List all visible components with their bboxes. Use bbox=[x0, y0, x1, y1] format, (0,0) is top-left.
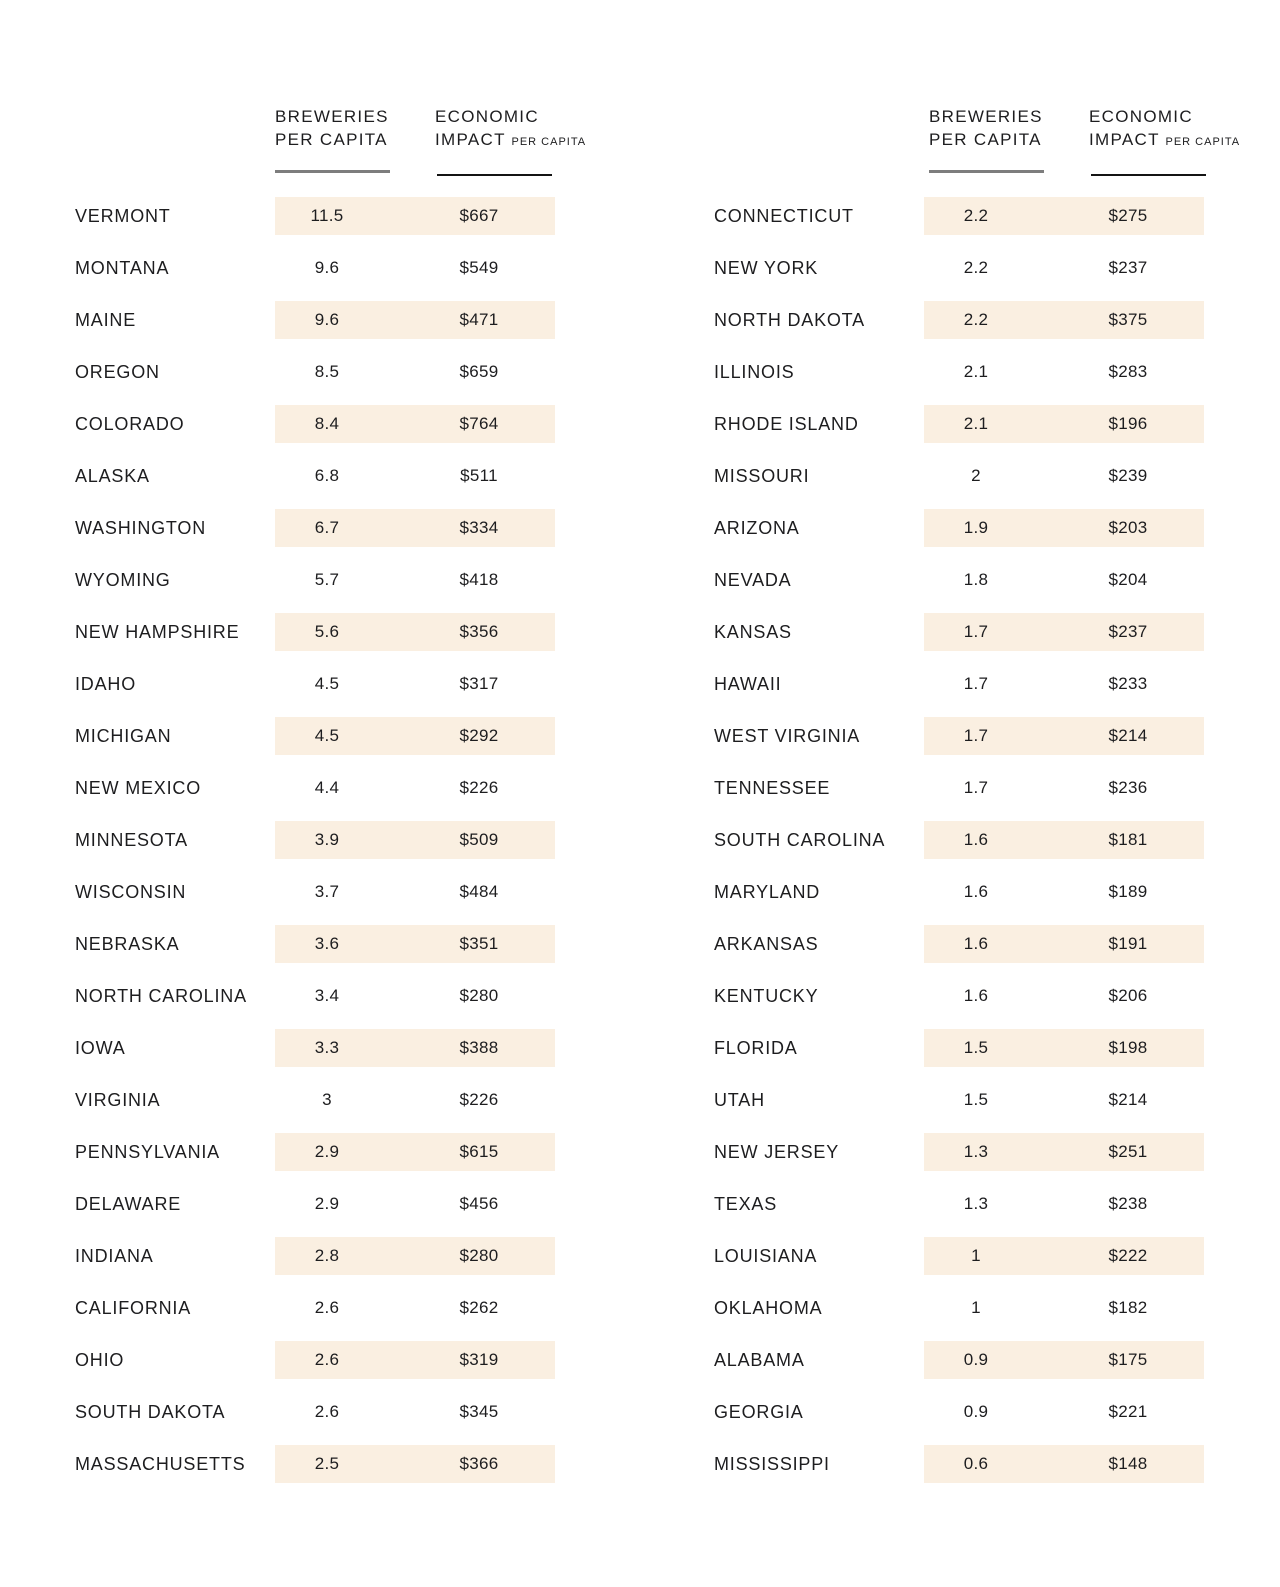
state-name: IDAHO bbox=[75, 673, 137, 694]
impact-header-suffix: PER CAPITA bbox=[511, 136, 587, 148]
breweries-per-capita-value: 8.5 bbox=[314, 362, 340, 381]
table-row bbox=[75, 561, 565, 599]
table-row bbox=[75, 509, 565, 547]
table-row bbox=[75, 769, 565, 807]
table-row bbox=[714, 821, 1204, 859]
breweries-per-capita-value: 2.2 bbox=[963, 206, 989, 225]
value-band bbox=[275, 1393, 555, 1431]
state-name: PENNSYLVANIA bbox=[75, 1141, 220, 1162]
value-band bbox=[924, 1185, 1204, 1223]
breweries-per-capita-value: 3.9 bbox=[314, 830, 340, 849]
breweries-per-capita-value: 1.3 bbox=[963, 1142, 989, 1161]
value-band bbox=[275, 1081, 555, 1119]
state-name: UTAH bbox=[714, 1089, 765, 1110]
table-row bbox=[75, 405, 565, 443]
breweries-per-capita-value: 1.6 bbox=[963, 934, 989, 953]
breweries-header-line2: PER CAPITA bbox=[929, 130, 1042, 149]
value-band bbox=[275, 405, 555, 443]
value-band bbox=[275, 873, 555, 911]
table-row bbox=[714, 1237, 1204, 1275]
breweries-per-capita-value: 2.1 bbox=[963, 362, 989, 381]
breweries-per-capita-value: 1.6 bbox=[963, 882, 989, 901]
breweries-header-rule bbox=[929, 170, 1044, 173]
value-band bbox=[924, 1133, 1204, 1171]
economic-impact-value: $262 bbox=[459, 1298, 499, 1317]
table-row bbox=[75, 353, 565, 391]
economic-impact-value: $511 bbox=[460, 466, 498, 485]
state-name: ALABAMA bbox=[714, 1349, 805, 1370]
breweries-column-header bbox=[275, 105, 403, 176]
breweries-per-capita-value: 2.6 bbox=[314, 1350, 340, 1369]
breweries-per-capita-value: 1 bbox=[971, 1246, 981, 1265]
economic-impact-value: $214 bbox=[1108, 726, 1148, 745]
state-name: MISSOURI bbox=[714, 465, 810, 486]
value-band bbox=[275, 1237, 555, 1275]
state-name: NEW MEXICO bbox=[75, 777, 202, 798]
value-band bbox=[924, 1237, 1204, 1275]
table-row bbox=[714, 1133, 1204, 1171]
table-row bbox=[75, 301, 565, 339]
breweries-per-capita-value: 0.9 bbox=[963, 1402, 989, 1421]
economic-impact-value: $345 bbox=[459, 1402, 499, 1421]
breweries-header-line1: BREWERIES bbox=[275, 107, 389, 126]
state-name: CONNECTICUT bbox=[714, 205, 854, 226]
state-name: LOUISIANA bbox=[714, 1245, 818, 1266]
impact-header-line2: IMPACT PER CAPITA bbox=[1089, 130, 1241, 149]
economic-impact-value: $233 bbox=[1108, 674, 1148, 693]
table-row bbox=[714, 249, 1204, 287]
state-name: NEW JERSEY bbox=[714, 1141, 840, 1162]
breweries-per-capita-value: 2.9 bbox=[314, 1194, 340, 1213]
breweries-per-capita-value: 3.7 bbox=[314, 882, 340, 901]
economic-impact-value: $292 bbox=[459, 726, 499, 745]
economic-impact-value: $280 bbox=[459, 986, 499, 1005]
state-name: OHIO bbox=[75, 1349, 125, 1370]
economic-impact-value: $198 bbox=[1108, 1038, 1148, 1057]
table-row bbox=[75, 1133, 565, 1171]
value-band bbox=[924, 717, 1204, 755]
value-band bbox=[924, 613, 1204, 651]
breweries-per-capita-value: 2.1 bbox=[963, 414, 989, 433]
breweries-per-capita-value: 2.5 bbox=[314, 1454, 340, 1473]
value-band bbox=[275, 561, 555, 599]
value-band bbox=[924, 769, 1204, 807]
state-name: NORTH CAROLINA bbox=[75, 985, 247, 1006]
economic-impact-value: $375 bbox=[1108, 310, 1148, 329]
economic-impact-value: $238 bbox=[1108, 1194, 1148, 1213]
value-band bbox=[924, 405, 1204, 443]
state-name: COLORADO bbox=[75, 413, 185, 434]
state-name: TEXAS bbox=[714, 1193, 778, 1214]
state-name: ILLINOIS bbox=[714, 361, 795, 382]
breweries-per-capita-value: 2 bbox=[971, 466, 981, 485]
state-name: WYOMING bbox=[75, 569, 171, 590]
table-row bbox=[75, 977, 565, 1015]
economic-impact-value: $182 bbox=[1108, 1298, 1148, 1317]
table-row bbox=[714, 457, 1204, 495]
economic-impact-value: $549 bbox=[459, 258, 499, 277]
state-name: DELAWARE bbox=[75, 1193, 182, 1214]
economic-impact-value: $319 bbox=[459, 1350, 499, 1369]
breweries-header-line1: BREWERIES bbox=[929, 107, 1043, 126]
value-band bbox=[924, 301, 1204, 339]
economic-impact-value: $191 bbox=[1108, 934, 1148, 953]
value-band bbox=[275, 509, 555, 547]
state-name: VIRGINIA bbox=[75, 1089, 161, 1110]
value-band bbox=[275, 977, 555, 1015]
table-row bbox=[714, 1081, 1204, 1119]
value-band bbox=[924, 1029, 1204, 1067]
state-name: KANSAS bbox=[714, 621, 792, 642]
economic-impact-value: $203 bbox=[1108, 518, 1148, 537]
economic-impact-value: $275 bbox=[1108, 206, 1148, 225]
economic-impact-value: $196 bbox=[1108, 414, 1148, 433]
state-name: MONTANA bbox=[75, 257, 170, 278]
economic-impact-value: $615 bbox=[459, 1142, 499, 1161]
state-name: OREGON bbox=[75, 361, 160, 382]
economic-impact-value: $251 bbox=[1108, 1142, 1148, 1161]
value-band bbox=[924, 249, 1204, 287]
value-band bbox=[924, 1445, 1204, 1483]
table-row bbox=[714, 1289, 1204, 1327]
economic-impact-value: $388 bbox=[459, 1038, 499, 1057]
table-row bbox=[75, 1289, 565, 1327]
state-name: IOWA bbox=[75, 1037, 126, 1058]
economic-impact-value: $237 bbox=[1108, 258, 1148, 277]
impact-header-line1: ECONOMIC bbox=[435, 107, 539, 126]
breweries-column-header bbox=[929, 105, 1057, 176]
state-name: MASSACHUSETTS bbox=[75, 1453, 246, 1474]
table-row bbox=[75, 873, 565, 911]
economic-impact-value: $181 bbox=[1108, 830, 1148, 849]
economic-impact-value: $236 bbox=[1108, 778, 1148, 797]
breweries-per-capita-value: 0.6 bbox=[963, 1454, 989, 1473]
value-band bbox=[275, 769, 555, 807]
breweries-header-line2: PER CAPITA bbox=[275, 130, 388, 149]
table-row bbox=[714, 353, 1204, 391]
state-name: FLORIDA bbox=[714, 1037, 798, 1058]
state-name: NEBRASKA bbox=[75, 933, 180, 954]
table-row bbox=[714, 197, 1204, 235]
value-band bbox=[275, 665, 555, 703]
state-name: OKLAHOMA bbox=[714, 1297, 823, 1318]
economic-impact-value: $418 bbox=[459, 570, 499, 589]
breweries-per-capita-value: 2.6 bbox=[314, 1402, 340, 1421]
breweries-per-capita-value: 4.5 bbox=[314, 726, 340, 745]
economic-impact-value: $280 bbox=[459, 1246, 499, 1265]
state-name: CALIFORNIA bbox=[75, 1297, 192, 1318]
breweries-per-capita-value: 1.6 bbox=[963, 986, 989, 1005]
breweries-per-capita-value: 1.6 bbox=[963, 830, 989, 849]
value-band bbox=[275, 197, 555, 235]
breweries-per-capita-value: 9.6 bbox=[314, 310, 340, 329]
table-row bbox=[714, 561, 1204, 599]
economic-impact-value: $239 bbox=[1108, 466, 1148, 485]
breweries-per-capita-value: 0.9 bbox=[963, 1350, 989, 1369]
value-band bbox=[924, 1081, 1204, 1119]
value-band bbox=[924, 821, 1204, 859]
breweries-per-capita-value: 1 bbox=[971, 1298, 981, 1317]
state-name: MARYLAND bbox=[714, 881, 821, 902]
breweries-per-capita-value: 5.6 bbox=[314, 622, 340, 641]
table-row bbox=[75, 925, 565, 963]
table-row bbox=[714, 1445, 1204, 1483]
table-row bbox=[75, 457, 565, 495]
state-name: GEORGIA bbox=[714, 1401, 804, 1422]
table-row bbox=[714, 405, 1204, 443]
breweries-per-capita-value: 3 bbox=[322, 1090, 332, 1109]
state-table-right bbox=[714, 105, 1241, 1497]
breweries-per-capita-value: 1.5 bbox=[963, 1038, 989, 1057]
table-row bbox=[75, 1445, 565, 1483]
economic-impact-value: $204 bbox=[1108, 570, 1148, 589]
breweries-per-capita-value: 1.7 bbox=[963, 674, 989, 693]
table-row bbox=[714, 1393, 1204, 1431]
value-band bbox=[924, 1341, 1204, 1379]
table-row bbox=[75, 1185, 565, 1223]
breweries-per-capita-value: 5.7 bbox=[314, 570, 340, 589]
state-name: HAWAII bbox=[714, 673, 782, 694]
table-row bbox=[75, 717, 565, 755]
economic-impact-value: $189 bbox=[1108, 882, 1148, 901]
breweries-per-capita-value: 1.3 bbox=[963, 1194, 989, 1213]
economic-impact-value: $214 bbox=[1108, 1090, 1148, 1109]
state-name: TENNESSEE bbox=[714, 777, 831, 798]
value-band bbox=[275, 1445, 555, 1483]
table-rows-left bbox=[75, 197, 565, 1483]
breweries-per-capita-value: 2.2 bbox=[963, 310, 989, 329]
value-band bbox=[275, 249, 555, 287]
breweries-per-capita-value: 1.8 bbox=[963, 570, 989, 589]
state-name: WASHINGTON bbox=[75, 517, 207, 538]
economic-impact-value: $509 bbox=[459, 830, 499, 849]
table-row bbox=[75, 1081, 565, 1119]
economic-impact-value: $456 bbox=[459, 1194, 499, 1213]
table-row bbox=[714, 977, 1204, 1015]
state-name: SOUTH CAROLINA bbox=[714, 829, 886, 850]
breweries-per-capita-value: 11.5 bbox=[310, 206, 344, 225]
state-name: KENTUCKY bbox=[714, 985, 819, 1006]
table-row bbox=[714, 873, 1204, 911]
table-row bbox=[75, 665, 565, 703]
economic-impact-value: $659 bbox=[459, 362, 499, 381]
value-band bbox=[924, 977, 1204, 1015]
value-band bbox=[924, 457, 1204, 495]
breweries-header-rule bbox=[275, 170, 390, 173]
state-name: MICHIGAN bbox=[75, 725, 172, 746]
table-row bbox=[75, 821, 565, 859]
value-band bbox=[924, 1289, 1204, 1327]
economic-impact-value: $226 bbox=[459, 1090, 499, 1109]
impact-column-header bbox=[1057, 105, 1241, 176]
state-name: NEW HAMPSHIRE bbox=[75, 621, 240, 642]
impact-header-suffix: PER CAPITA bbox=[1165, 136, 1241, 148]
economic-impact-value: $222 bbox=[1108, 1246, 1148, 1265]
value-band bbox=[275, 301, 555, 339]
breweries-per-capita-value: 8.4 bbox=[314, 414, 340, 433]
state-table-left bbox=[75, 105, 587, 1497]
economic-impact-value: $148 bbox=[1108, 1454, 1148, 1473]
economic-impact-value: $317 bbox=[459, 674, 499, 693]
state-name: VERMONT bbox=[75, 205, 171, 226]
breweries-per-capita-value: 2.9 bbox=[314, 1142, 340, 1161]
breweries-per-capita-value: 3.3 bbox=[314, 1038, 340, 1057]
table-row bbox=[714, 613, 1204, 651]
state-name: NORTH DAKOTA bbox=[714, 309, 865, 330]
table-row bbox=[75, 1341, 565, 1379]
state-name: NEW YORK bbox=[714, 257, 819, 278]
breweries-per-capita-value: 1.9 bbox=[963, 518, 989, 537]
value-band bbox=[275, 1133, 555, 1171]
value-band bbox=[924, 1393, 1204, 1431]
value-band bbox=[924, 197, 1204, 235]
value-band bbox=[924, 561, 1204, 599]
economic-impact-value: $237 bbox=[1108, 622, 1148, 641]
value-band bbox=[275, 1185, 555, 1223]
state-name: WEST VIRGINIA bbox=[714, 725, 861, 746]
table-row bbox=[714, 717, 1204, 755]
table-row bbox=[714, 1341, 1204, 1379]
value-band bbox=[275, 717, 555, 755]
table-row bbox=[75, 1029, 565, 1067]
economic-impact-value: $206 bbox=[1108, 986, 1148, 1005]
state-name: MINNESOTA bbox=[75, 829, 188, 850]
state-name: MISSISSIPPI bbox=[714, 1453, 830, 1474]
table-row bbox=[714, 301, 1204, 339]
impact-header-rule bbox=[437, 174, 552, 176]
table-row bbox=[714, 665, 1204, 703]
value-band bbox=[275, 1289, 555, 1327]
value-band bbox=[924, 925, 1204, 963]
value-band bbox=[275, 821, 555, 859]
state-name: NEVADA bbox=[714, 569, 792, 590]
table-row bbox=[75, 249, 565, 287]
economic-impact-value: $334 bbox=[459, 518, 499, 537]
state-name: ARIZONA bbox=[714, 517, 800, 538]
value-band bbox=[924, 665, 1204, 703]
value-band bbox=[924, 873, 1204, 911]
value-band bbox=[275, 457, 555, 495]
table-rows-right bbox=[714, 197, 1204, 1483]
economic-impact-value: $471 bbox=[459, 310, 499, 329]
impact-header-line2: IMPACT PER CAPITA bbox=[435, 130, 587, 149]
state-name: ARKANSAS bbox=[714, 933, 819, 954]
value-band bbox=[924, 509, 1204, 547]
breweries-per-capita-value: 6.7 bbox=[314, 518, 340, 537]
breweries-per-capita-value: 2.8 bbox=[314, 1246, 340, 1265]
state-name: INDIANA bbox=[75, 1245, 154, 1266]
economic-impact-value: $283 bbox=[1108, 362, 1148, 381]
breweries-per-capita-value: 4.4 bbox=[314, 778, 340, 797]
state-name: RHODE ISLAND bbox=[714, 413, 859, 434]
impact-header-rule bbox=[1091, 174, 1206, 176]
table-row bbox=[75, 613, 565, 651]
economic-impact-value: $175 bbox=[1108, 1350, 1148, 1369]
economic-impact-value: $356 bbox=[459, 622, 499, 641]
impact-column-header bbox=[403, 105, 587, 176]
value-band bbox=[275, 1341, 555, 1379]
value-band bbox=[275, 925, 555, 963]
breweries-per-capita-value: 2.6 bbox=[314, 1298, 340, 1317]
breweries-per-capita-value: 1.7 bbox=[963, 622, 989, 641]
breweries-per-capita-value: 1.5 bbox=[963, 1090, 989, 1109]
breweries-per-capita-value: 6.8 bbox=[314, 466, 340, 485]
value-band bbox=[275, 353, 555, 391]
table-row bbox=[714, 769, 1204, 807]
economic-impact-value: $484 bbox=[459, 882, 499, 901]
value-band bbox=[275, 1029, 555, 1067]
economic-impact-value: $351 bbox=[459, 934, 499, 953]
table-header bbox=[275, 105, 587, 176]
economic-impact-value: $667 bbox=[459, 206, 499, 225]
breweries-per-capita-value: 1.7 bbox=[963, 778, 989, 797]
table-row bbox=[714, 925, 1204, 963]
table-row bbox=[714, 1185, 1204, 1223]
table-row bbox=[714, 509, 1204, 547]
state-name: SOUTH DAKOTA bbox=[75, 1401, 226, 1422]
breweries-per-capita-value: 3.6 bbox=[314, 934, 340, 953]
breweries-per-capita-value: 2.2 bbox=[963, 258, 989, 277]
economic-impact-value: $221 bbox=[1108, 1402, 1148, 1421]
table-row bbox=[75, 1393, 565, 1431]
table-header bbox=[929, 105, 1241, 176]
value-band bbox=[275, 613, 555, 651]
value-band bbox=[924, 353, 1204, 391]
state-name: WISCONSIN bbox=[75, 881, 187, 902]
breweries-per-capita-value: 3.4 bbox=[314, 986, 340, 1005]
economic-impact-value: $366 bbox=[459, 1454, 499, 1473]
impact-header-line1: ECONOMIC bbox=[1089, 107, 1193, 126]
breweries-per-capita-value: 4.5 bbox=[314, 674, 340, 693]
table-row bbox=[75, 197, 565, 235]
economic-impact-value: $764 bbox=[459, 414, 499, 433]
breweries-per-capita-value: 9.6 bbox=[314, 258, 340, 277]
state-name: ALASKA bbox=[75, 465, 150, 486]
table-row bbox=[75, 1237, 565, 1275]
breweries-per-capita-value: 1.7 bbox=[963, 726, 989, 745]
table-row bbox=[714, 1029, 1204, 1067]
economic-impact-value: $226 bbox=[459, 778, 499, 797]
state-name: MAINE bbox=[75, 309, 137, 330]
